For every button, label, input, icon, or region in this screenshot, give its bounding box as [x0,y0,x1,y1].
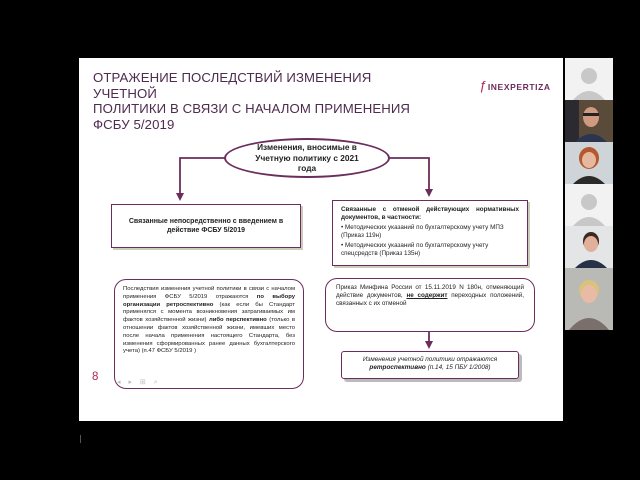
participant-tile[interactable] [565,226,613,268]
changes-ellipse [224,138,390,178]
slide-nav-icons[interactable]: ◂ ▸ ⊞ ⌕ [117,379,161,386]
participant-video [565,142,613,184]
logo-mark: ƒ [479,78,487,93]
participant-video [565,226,613,268]
retrospective-box [341,351,519,379]
changes-ellipse-text: Изменения, вносимые в Учетную политику с 2021 года [255,142,359,174]
slide-title-line-2: ПОЛИТИКИ В СВЯЗИ С НАЧАЛОМ ПРИМЕНЕНИЯ [93,101,411,116]
cursor-line [80,435,81,443]
list-item: • Методических указаний по бухгалтерскому учету МПЗ (Приказ 119н) [341,224,504,239]
consequences-bold-1: по выбору организации ретроспективно [123,293,296,308]
list-item: • Методических указаний по бухгалтерскому учету спецсредств (Приказ 135н) [341,242,489,257]
slide-title-line-3: ФСБУ 5/2019 [93,116,175,132]
presentation-slide [79,58,563,421]
consequences-box [114,279,304,389]
minfin-order-box [325,278,535,332]
participant-video [565,100,613,142]
related-directly-box [111,204,301,248]
related-cancellation-heading: Связанные с отменой действующих нормативных документов, в частности: [341,206,519,221]
arrow-left [180,158,226,197]
participant-tile[interactable] [565,58,613,100]
related-directly-text: Связанные непосредственно с введением в действие ФСБУ 5/2019 [128,217,284,234]
participant-video [565,268,613,330]
retrospective-bold: ретроспективно [369,364,426,372]
participant-tile[interactable] [565,100,613,142]
consequences-text-2: (как если бы Стандарт применялся с момента возникновения затрагиваемых им фактов хозяйственной жизни) [123,301,296,324]
minfin-text-1: Приказ Минфина России от 15.11.2019 N 180н, отменяющий действие документов, [336,284,524,299]
consequences-text-3: (только в отношении фактов хозяйственной жизни, имевших место после начала применения настоящего Стандарта, без изменения сформированных ранее данных бухгалтерского учета) (п.47 ФСБУ 5/2019 ) [123,317,296,355]
consequences-text-1: Последствия изменения учетной политики в связи с началом применения ФСБУ 5/2019 отражаются [123,286,295,300]
slide-title-line-1: ОТРАЖЕНИЕ ПОСЛЕДСТВИЙ ИЗМЕНЕНИЯ УЧЕТНОЙ [93,70,372,101]
minfin-bold: не содержит [406,292,448,299]
logo-text: INEXPERTIZA [487,82,551,92]
minfin-text-2: переходных положений, связанных с их отменой [336,292,525,307]
participant-tile[interactable] [565,268,613,330]
page-number: 8 [92,371,99,383]
retrospective-text-2: (п.14, 15 ПБУ 1/2008) [427,364,491,372]
avatar-placeholder-icon [565,58,613,100]
retrospective-text-1: Изменения учетной политики отражаются [362,356,498,363]
participant-tile[interactable] [565,142,613,184]
related-cancellation-box [332,200,528,266]
participant-tile[interactable] [565,184,613,226]
consequences-bold-2: либо перспективно [208,317,267,324]
avatar-placeholder-icon [565,184,613,226]
arrow-right [389,158,429,193]
